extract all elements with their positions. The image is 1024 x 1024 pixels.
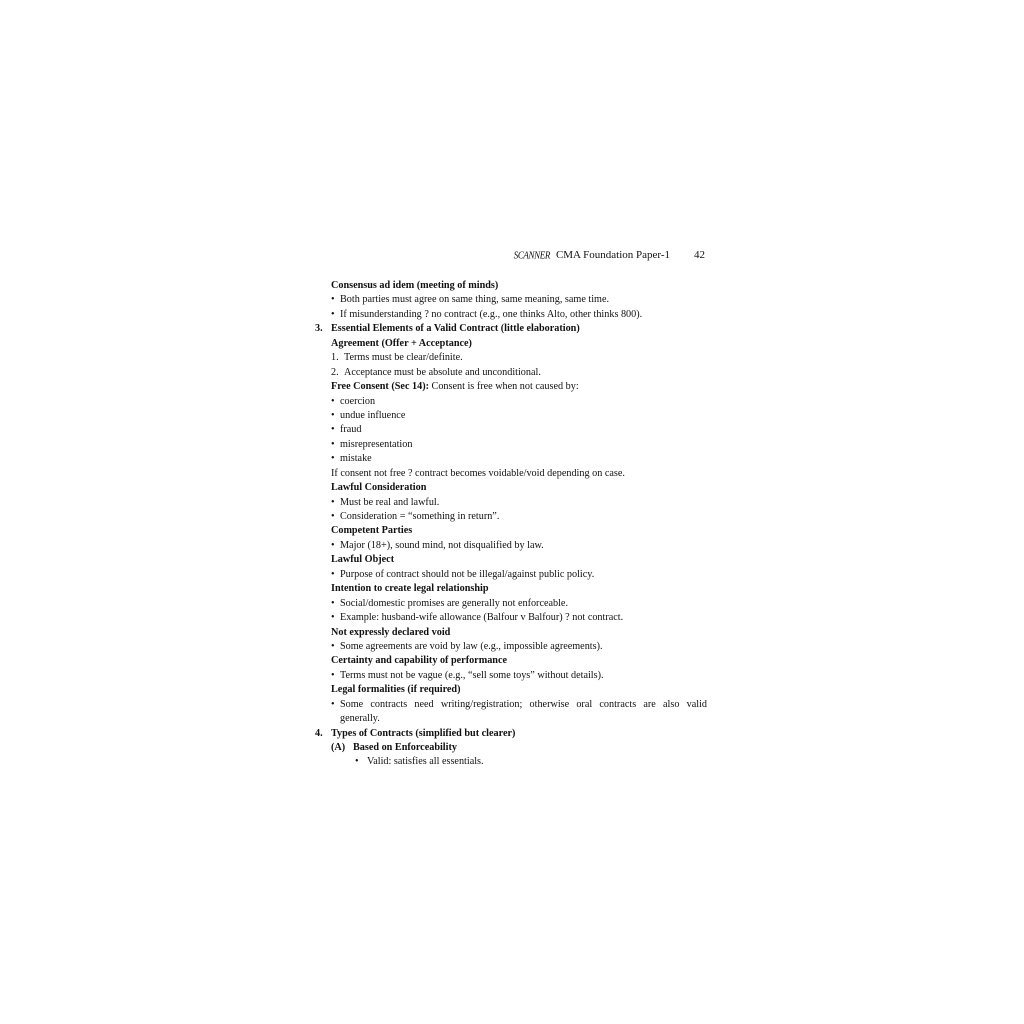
not-void-heading: Not expressly declared void [331,626,451,638]
list-item [312,351,708,365]
lawful-object-bullet: Purpose of contract should not be illegal/against public policy. [340,568,595,580]
list-item [312,539,708,553]
lawful-object-heading: Lawful Object [331,554,395,566]
section-3-heading [312,322,708,336]
page-number: 42 [694,249,705,261]
list-item [312,611,708,625]
subsection-label: (A) [331,742,346,753]
lawful-consideration-bullet-1: Must be real and lawful. [340,496,440,508]
item-number: 2. [331,366,339,378]
list-item [312,308,708,322]
free-consent-text: Consent is free when not caused by: [428,381,579,393]
list-item [312,640,708,654]
not-void-bullet: Some agreements are void by law (e.g., impossible agreements). [340,640,603,652]
list-item [312,698,708,712]
list-item [312,568,708,582]
list-item [312,597,708,611]
list-item [312,452,708,466]
lawful-consideration-bullet-2: Consideration = “something in return”. [340,511,500,522]
document-body [312,279,708,770]
free-consent-item: undue influence [340,409,406,421]
list-item [312,755,708,769]
agreement-item-1: Terms must be clear/definite. [344,352,463,364]
publisher-logo: SCANNER [513,249,550,261]
list-item [312,669,708,683]
legal-formalities-heading: Legal formalities (if required) [331,684,461,696]
competent-parties-bullet: Major (18+), sound mind, not disqualified by law. [340,539,544,551]
free-consent-item: fraud [340,424,362,436]
subsection-title: Based on Enforceability [353,742,457,753]
intention-heading: Intention to create legal relationship [331,583,489,595]
list-item [312,366,708,380]
section-4-heading [312,727,708,741]
list-item [312,409,708,423]
list-item [312,395,708,409]
free-consent-label: Free Consent (Sec 14): [331,381,429,393]
legal-formalities-bullet-line-2: generally. [340,713,380,725]
certainty-heading: Certainty and capability of performance [331,655,507,667]
list-item [312,438,708,452]
consensus-bullet-2: If misunderstanding ? no contract (e.g., one thinks Alto, other thinks 800). [340,308,643,320]
section-number: 3. [315,323,323,335]
free-consent-item: coercion [340,395,376,407]
section-number: 4. [315,727,323,739]
section-title: Types of Contracts (simplified but clearer) [331,727,516,739]
section-title: Essential Elements of a Valid Contract (little elaboration) [331,323,580,335]
free-consent-line [312,380,708,394]
page-header [500,249,705,263]
list-item [312,510,708,524]
valid-bullet: Valid: satisfies all essentials. [367,756,484,768]
list-item [312,423,708,437]
intention-bullet-2: Example: husband-wife allowance (Balfour v Balfour) ? not contract. [340,612,624,624]
agreement-heading: Agreement (Offer + Acceptance) [331,337,472,349]
subsection-a-heading [312,741,708,755]
consensus-heading: Consensus ad idem (meeting of minds) [331,280,499,291]
book-title: CMA Foundation Paper-1 [555,249,670,261]
free-consent-item: mistake [340,453,372,465]
consensus-bullet-1: Both parties must agree on same thing, same meaning, same time. [340,294,610,306]
intention-bullet-1: Social/domestic promises are generally not enforceable. [340,597,569,609]
lawful-consideration-heading: Lawful Consideration [331,482,427,494]
item-number: 1. [331,352,339,364]
certainty-bullet: Terms must not be vague (e.g., “sell some toys” without details). [340,669,604,681]
legal-formalities-bullet-line-1: Some contracts need writing/registration; otherwise oral contracts are also valid [340,698,707,710]
competent-parties-heading: Competent Parties [331,525,413,537]
free-consent-note: If consent not free ? contract becomes voidable/void depending on case. [331,467,625,479]
list-item [312,293,708,307]
agreement-item-2: Acceptance must be absolute and unconditional. [344,366,541,378]
list-item [312,496,708,510]
free-consent-item: misrepresentation [340,438,413,450]
